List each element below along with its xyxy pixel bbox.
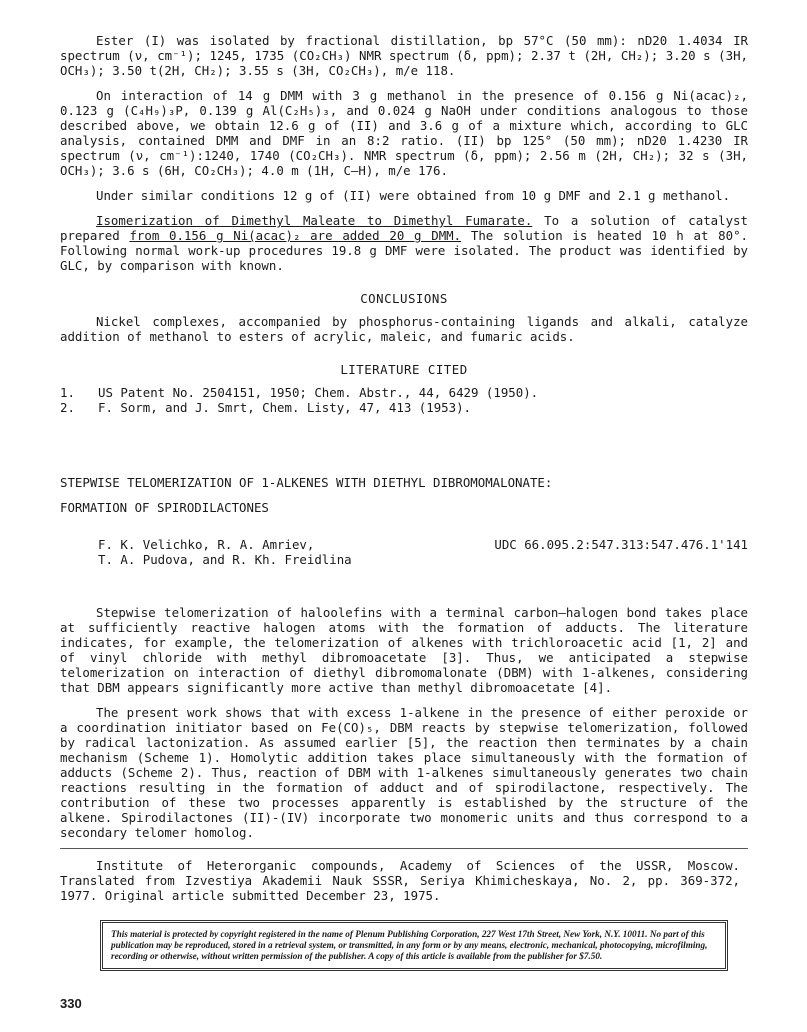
reference-text: US Patent No. 2504151, 1950; Chem. Abstr., 44, 6429 (1950).: [98, 385, 539, 400]
reference-item: [60, 400, 748, 415]
footnote-divider: [60, 848, 748, 849]
literature-heading: LITERATURE CITED: [340, 362, 468, 377]
authors-line-1: F. K. Velichko, R. A. Amriev,: [98, 537, 315, 552]
paragraph-ester-data: Ester (I) was isolated by fractional distillation, bp 57°C (50 mm): nD20 1.4034 IR spectrum (ν, cm⁻¹); 1245, 1735 (CO₂CH₃) NMR spectrum (δ, ppm); 2.37 t (2H, CH₂); 3.20 s (3H, OCH₃); 3.50 t(2H, CH₂); 3.55 s (3H, CO₂CH₃), m/e 118.: [60, 33, 748, 78]
udc-code: UDC 66.095.2:547.313:547.476.1'141: [494, 537, 748, 552]
isomerization-text-b: The solution is heated 10 h at 80°. Following normal work-up procedures 19.8 g DMF were isolated. The product was identified by GLC, by comparison with known.: [60, 228, 749, 273]
article-title: [60, 475, 748, 515]
paragraph-similar-conditions: Under similar conditions 12 g of (II) were obtained from 10 g DMF and 2.1 g methanol.: [96, 188, 731, 203]
reference-text: F. Sorm, and J. Smrt, Chem. Listy, 47, 413 (1953).: [98, 400, 471, 415]
conclusions-text: Nickel complexes, accompanied by phosphorus-containing ligands and alkali, catalyze addition of methanol to esters of acrylic, maleic, and fumaric acids.: [60, 314, 748, 344]
article-body: [60, 605, 748, 840]
reference-number: 1.: [60, 385, 75, 400]
isomerization-underlined: from 0.156 g Ni(acac)₂ are added 20 g DMM.: [129, 228, 462, 243]
footnote-affiliation: Institute of Heterorganic compounds, Academy of Sciences of the USSR, Moscow. Translated from Izvestiya Akademii Nauk SSSR, Seriya Khimicheskaya, No. 2, pp. 369-372, 1977. Original article submitted December 23, 1975.: [60, 858, 740, 903]
isomerization-title: Isomerization of Dimethyl Maleate to Dimethyl Fumarate.: [96, 213, 533, 228]
reference-number: 2.: [60, 400, 75, 415]
authors-row: [60, 537, 748, 567]
paragraph-interaction: On interaction of 14 g DMM with 3 g methanol in the presence of 0.156 g Ni(acac)₂, 0.123 g (C₄H₉)₃P, 0.139 g Al(C₂H₅)₃, and 0.024 g NaOH under conditions analogous to those described above, we obtain 12.6 g of (II) and 3.6 g of a mixture which, according to GLC analysis, contained DMM and DMF in an 8:2 ratio. (II) bp 125° (50 mm); nD20 1.4230 IR spectrum (ν, cm⁻¹):1240, 1740 (CO₂CH₃). NMR spectrum (δ, ppm); 2.56 m (2H, CH₂); 32 s (3H, OCH₃); 3.6 s (6H, CO₂CH₃); 4.0 m (1H, C—H), m/e 176.: [60, 88, 748, 178]
conclusions-heading: CONCLUSIONS: [360, 291, 448, 306]
article-title-line-2: FORMATION OF SPIRODILACTONES: [60, 500, 269, 515]
article-title-line-1: STEPWISE TELOMERIZATION OF 1-ALKENES WITH DIETHYL DIBROMOMALONATE:: [60, 475, 553, 490]
reference-item: [60, 385, 748, 400]
isomerization-text-a: To a solution of catalyst prepared: [60, 213, 748, 243]
page-number: 330: [60, 996, 82, 1011]
authors-line-2: T. A. Pudova, and R. Kh. Freidlina: [98, 552, 352, 567]
article-paragraph: Stepwise telomerization of haloolefins with a terminal carbon—halogen bond takes place at sufficiently reactive halogen atoms with the formation of adducts. The literature indicates, for example, the telomerization of alkenes with trichloroacetic acid [1, 2] and of vinyl chloride with methyl dibromoacetate [3]. Thus, we anticipated a stepwise telomerization on interaction of diethyl dibromomalonate (DBM) with 1-alkenes, considering that DBM appears significantly more active than methyl dibromoacetate [4].: [60, 605, 748, 695]
page-body: [60, 33, 748, 840]
reference-list: [60, 385, 748, 415]
authors: [98, 537, 352, 567]
paragraph-isomerization: [60, 213, 748, 273]
article-paragraph: The present work shows that with excess 1-alkene in the presence of either peroxide or a coordination initiator based on Fe(CO)₅, DBM reacts by stepwise telomerization, followed by radical lactonization. As assumed earlier [5], the reaction then terminates by a chain mechanism (Scheme 1). Homolytic addition takes place simultaneously with the formation of adducts (Scheme 2). Thus, reaction of DBM with 1-alkenes simultaneously generates two chain reactions resulting in the formation of adduct and of spirodilactone, respectively. The contribution of these two processes apparently is established by the structure of the alkene. Spirodilactones (II)-(IV) incorporate two monomeric units and thus correspond to a secondary telomer homolog.: [60, 705, 748, 840]
copyright-notice: This material is protected by copyright registered in the name of Plenum Publishing Corporation, 227 West 17th Street, New York, N.Y. 10011. No part of this publication may be reproduced, stored in a retrieval system, or transmitted, in any form or by any means, electronic, mechanical, photocopying, microfilming, recording or otherwise, without written permission of the publisher. A copy of this article is available from the publisher for $7.50.: [100, 920, 728, 971]
